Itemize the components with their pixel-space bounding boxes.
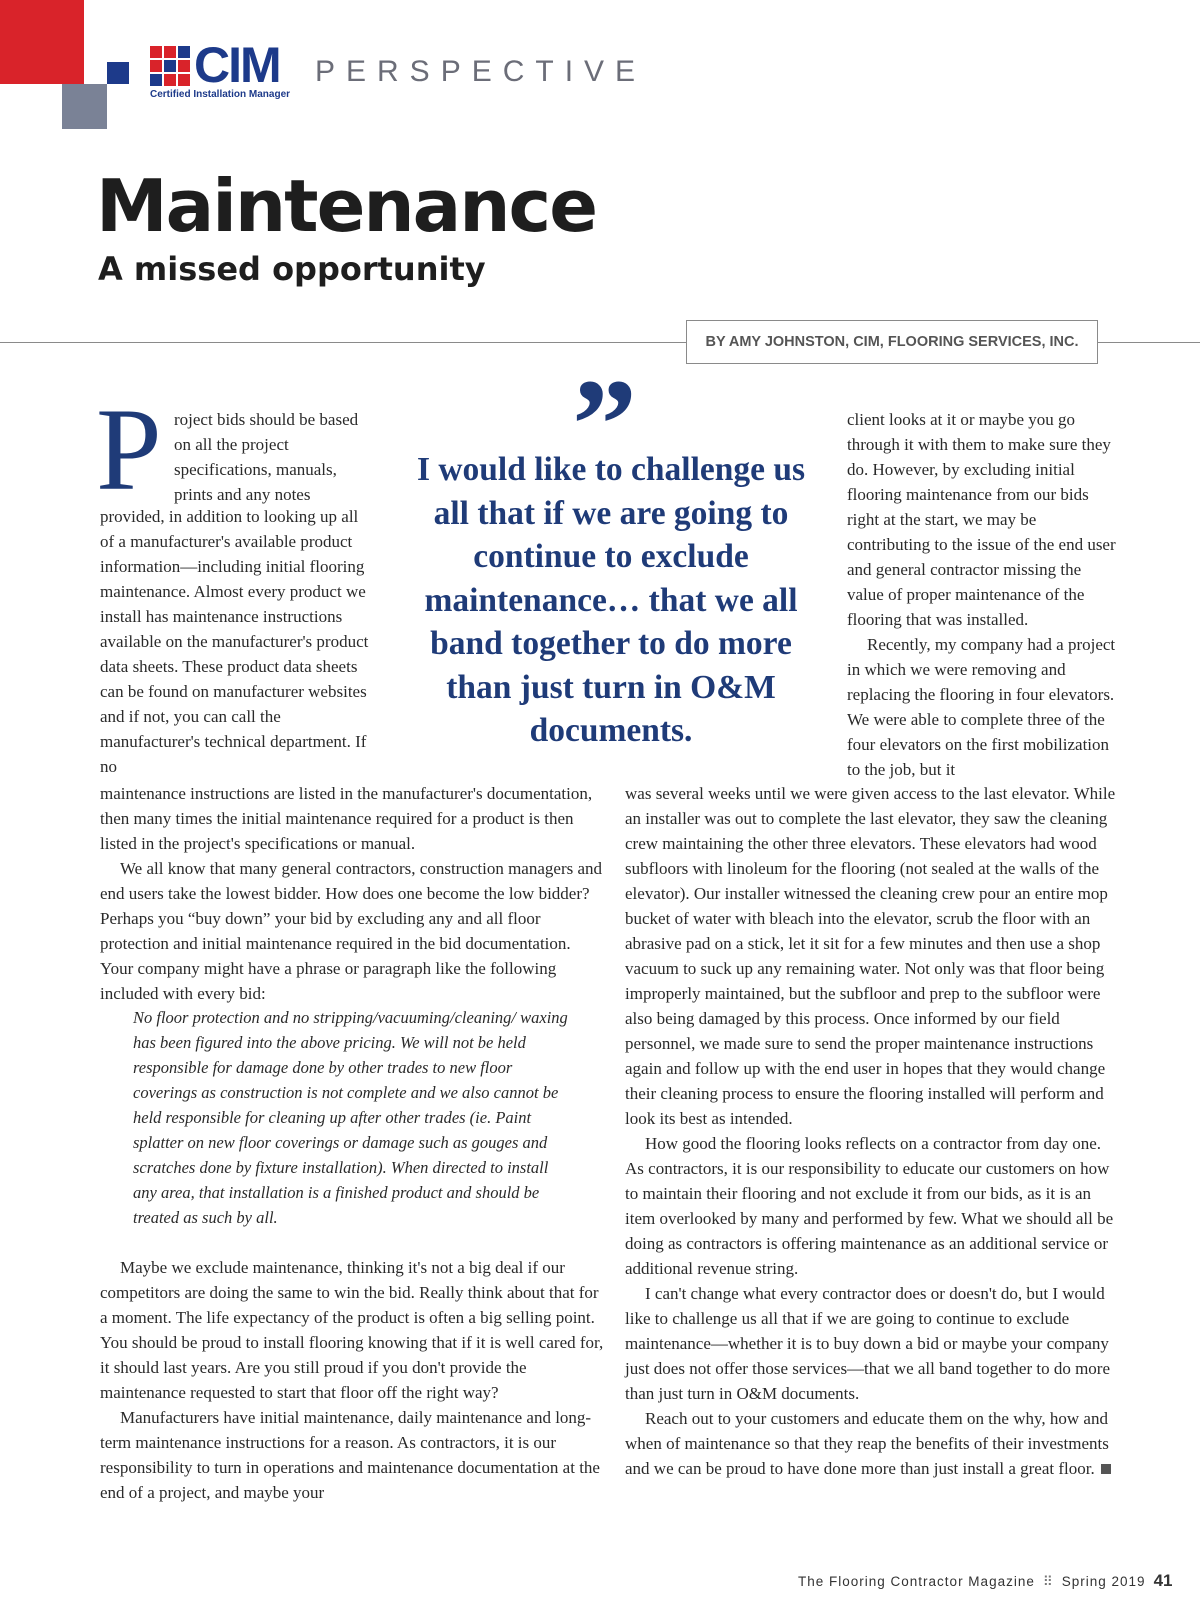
publication-name: The Flooring Contractor Magazine — [798, 1574, 1035, 1589]
page-number: 41 — [1153, 1571, 1173, 1590]
col1-body-text — [100, 781, 605, 1006]
pull-quote: I would like to challenge us all that if we are going to continue to exclude maintenance… that we all band together to do more than just turn in O&M documents. — [416, 451, 806, 749]
paragraph: Maybe we exclude maintenance, thinking it's not a big deal if our competitors are doing the same to win the bid. Really think about that for a moment. The life expectancy of the product is often a big selling point. You should be proud to install flooring knowing that if it is well cared for, it should last years. Are you still proud if you don't provide the maintenance requested to start that floor off the right way? — [100, 1258, 604, 1402]
section-label: PERSPECTIVE — [315, 55, 647, 88]
col2-intro-text — [847, 407, 1121, 782]
col1-flow-text — [100, 504, 370, 779]
quote-mark-icon: ” — [572, 353, 637, 497]
bid-exclusion-blockquote — [133, 1005, 573, 1230]
paragraph: We all know that many general contractors, construction managers and end users take the lowest bidder. How does one become the low bidder? Perhaps you “buy down” your bid by excluding any and all floor protection and initial maintenance required in the bid documentation. Your company might have a phrase or paragraph like the following included with every bid: — [100, 859, 603, 1003]
paragraph: client looks at it or maybe you go through it with them to make sure they do. However, by excluding initial flooring maintenance from our bids right at the start, we may be contributing to the issue of the end user and general contractor missing the value of proper maintenance of the flooring that was installed. — [847, 410, 1116, 629]
byline-rule-right — [1098, 342, 1200, 343]
col1-intro-text — [174, 407, 370, 507]
decor-square-gray — [62, 84, 107, 129]
col2-body-text — [625, 781, 1121, 1481]
col1-lower-text — [100, 1255, 605, 1505]
end-of-article-icon — [1101, 1464, 1111, 1474]
logo-wordmark: CIM — [194, 37, 280, 93]
paragraph: How good the flooring looks reflects on a contractor from day one. As contractors, it is our responsibility to educate our customers on how to maintain their flooring and not exclude it from our bids, as it is an item overlooked by many and performed by few. What we should all be doing as contractors is offering maintenance as an additional service or additional revenue string. — [625, 1134, 1114, 1278]
paragraph: I can't change what every contractor does or doesn't do, but I would like to challenge us all that if we are going to continue to exclude maintenance—whether it is to buy down a bid or maybe your company just does not offer those services—that we all band together to do more than just turn in O&M documents. — [625, 1284, 1111, 1403]
paragraph: provided, in addition to looking up all of a manufacturer's available product information—including initial flooring maintenance. Almost every product we install has maintenance instructions available on the manufacturer's product data sheets. These product data sheets can be found on manufacturer websites and if not, you can call the manufacturer's technical department. If no — [100, 507, 369, 776]
byline-rule-left — [0, 342, 686, 343]
logo-grid-icon — [150, 46, 190, 86]
footer-separator-icon: ⠿ — [1042, 1574, 1054, 1589]
article-subtitle: A missed opportunity — [98, 250, 486, 288]
issue-date: Spring 2019 — [1061, 1574, 1146, 1589]
paragraph: Manufacturers have initial maintenance, daily maintenance and long-term maintenance instructions for a reason. As contractors, it is our responsibility to turn in operations and maintenance documentation at the end of a project, and maybe your — [100, 1408, 600, 1502]
paragraph: roject bids should be based on all the project specifications, manuals, prints and any notes — [174, 410, 359, 504]
blockquote-text: No floor protection and no stripping/vacuuming/cleaning/ waxing has been figured into the above pricing. We will not be held responsible for damage done by other trades to new floor coverings as construction is not complete and we also cannot be held responsible for cleaning up after other trades (ie. Paint splatter on new floor coverings or damage such as gouges and scratches done by fixture installation). When directed to install any area, that installation is a finished product and should be treated as such by all. — [133, 1008, 568, 1227]
paragraph: was several weeks until we were given access to the last elevator. While an installer was out to complete the last elevator, they saw the cleaning crew maintaining the other three elevators. These elevators had wood subfloors with linoleum for the flooring (not sealed at the walls of the elevator). Our installer witnessed the cleaning crew pour an entire mop bucket of water with bleach into the elevator, scrub the floor with an abrasive pad on a stick, let it sit for a few minutes and then use a shop vacuum to suck up any remaining water. Not only was that floor being improperly maintained, but the subfloor and prep to the subfloor were also being damaged by this process. Once informed by our field personnel, we made sure to send the proper maintenance instructions again and follow up with the end user in hopes that they would change their cleaning process to ensure the flooring installed will perform and look its best as intended. — [625, 784, 1116, 1128]
paragraph-text: Reach out to your customers and educate them on the why, how and when of maintenance so that they reap the benefits of their investments and we can be proud to have done more than just install a great floor. — [625, 1409, 1109, 1478]
decor-square-navy — [107, 62, 129, 84]
drop-cap: P — [96, 384, 162, 515]
last-paragraph — [625, 1406, 1121, 1481]
article-title: Maintenance — [96, 164, 597, 248]
paragraph: Recently, my company had a project in which we were removing and replacing the flooring in four elevators. We were able to complete three of the four elevators on the first mobilization to the job, but it — [847, 635, 1116, 779]
byline: BY AMY JOHNSTON, CIM, FLOORING SERVICES, INC. — [686, 320, 1098, 364]
decor-square-red — [0, 0, 84, 84]
logo-tagline: Certified Installation Manager — [150, 89, 291, 100]
page-footer — [798, 1571, 1172, 1591]
paragraph: maintenance instructions are listed in the manufacturer's documentation, then many times the initial maintenance required for a product is then listed in the project's specifications or manual. — [100, 784, 593, 853]
